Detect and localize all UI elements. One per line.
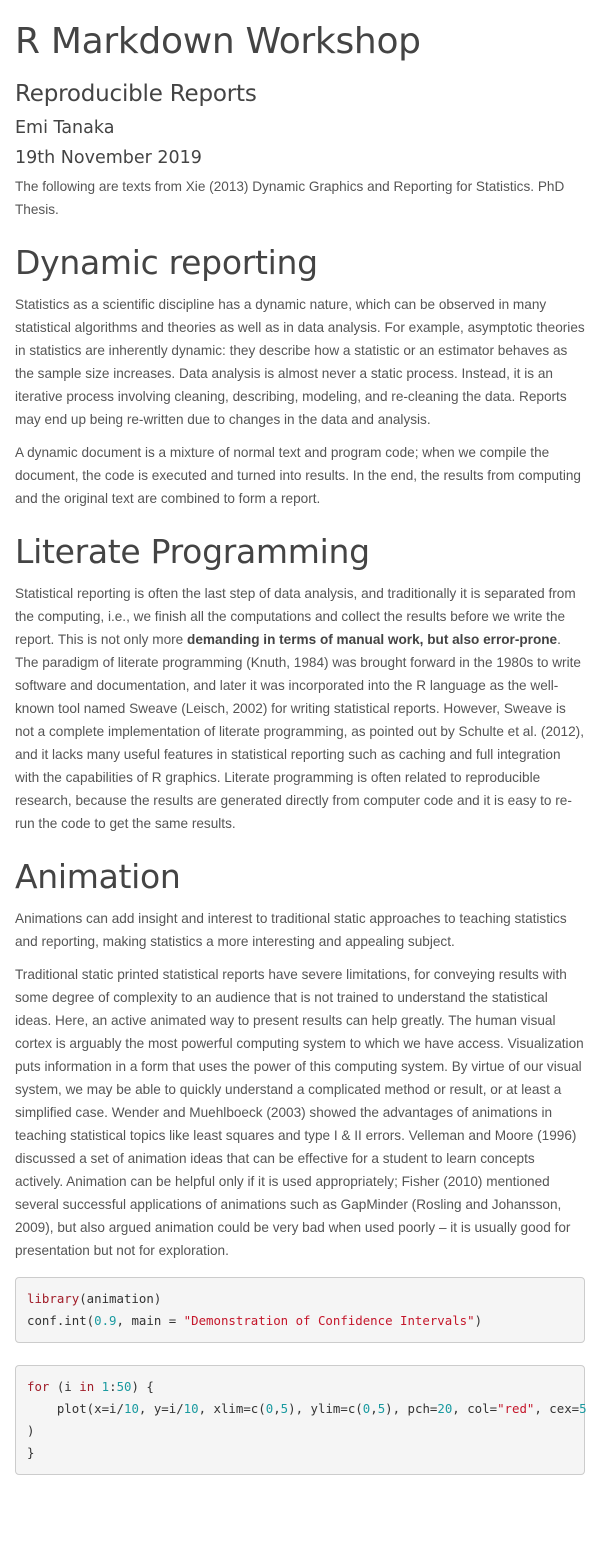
code-token: "red": [497, 1401, 535, 1416]
code-block[interactable]: [15, 1277, 585, 1343]
code-token: 10: [123, 1401, 139, 1416]
author: Emi Tanaka: [15, 118, 115, 138]
bold-text: demanding in terms of manual work, but also error-prone: [187, 632, 558, 647]
code-token: , y=i/: [138, 1401, 184, 1416]
code-token: ,: [370, 1401, 378, 1416]
code-token: , xlim=c(: [198, 1401, 266, 1416]
code-token: (animation): [79, 1291, 162, 1306]
date: 19th November 2019: [15, 148, 202, 168]
code-token: "Demonstration of Confidence Intervals": [183, 1313, 475, 1328]
page-title: R Markdown Workshop: [15, 21, 421, 62]
code-token: ), pch=: [385, 1401, 438, 1416]
code-token: (i: [49, 1379, 80, 1394]
code-token: 5: [579, 1401, 587, 1416]
paragraph: Animations can add insight and interest to traditional static approaches to teaching statistics and reporting, making statistics a more interesting and appealing subject.: [15, 911, 567, 949]
paragraph: A dynamic document is a mixture of normal text and program code; when we compile the document, the code is executed and turned into results. In the end, the results from computing and the original text are combined to form a report.: [15, 445, 581, 506]
code-token: [94, 1379, 101, 1394]
code-token: }: [27, 1445, 35, 1460]
code-token: 5: [377, 1401, 386, 1416]
code-token: plot(x=i/: [27, 1401, 124, 1416]
section-heading-literate-programming: Literate Programming: [15, 532, 370, 571]
code-token: ): [27, 1423, 35, 1438]
code-token: 0.9: [94, 1313, 117, 1328]
code-token: conf.int(: [27, 1313, 95, 1328]
code-token: , cex=: [534, 1401, 580, 1416]
code-token: 0: [265, 1401, 274, 1416]
page-subtitle: Reproducible Reports: [15, 81, 257, 107]
code-token: 10: [183, 1401, 199, 1416]
code-block[interactable]: [15, 1365, 585, 1475]
text-span: Statistical reporting is often the last step of data analysis, and traditionally it is separated from the computing, i.e., we finish all the computations and collect the results before we write the report. This is not only more: [15, 586, 576, 647]
code-token: 50: [116, 1379, 132, 1394]
code-token: ), ylim=c(: [288, 1401, 363, 1416]
intro-paragraph: The following are texts from Xie (2013) Dynamic Graphics and Reporting for Statistics. PhD Thesis.: [15, 179, 565, 217]
code-token: 0: [362, 1401, 371, 1416]
code-token: in: [79, 1379, 95, 1394]
section-heading-dynamic-reporting: Dynamic reporting: [15, 243, 318, 282]
code-token: , col=: [452, 1401, 498, 1416]
code-token: for: [27, 1379, 50, 1394]
document: [0, 20, 600, 1475]
code-token: 5: [280, 1401, 289, 1416]
code-token: ): [474, 1313, 483, 1328]
code-token: library: [27, 1291, 80, 1306]
paragraph: [15, 582, 585, 835]
section-heading-animation: Animation: [15, 857, 181, 896]
text-span: . The paradigm of literate programming (Knuth, 1984) was brought forward in the 1980s to write software and documentation, and later it was incorporated into the R language as the well-known tool named Sweave (Leisch, 2002) for writing statistical reports. However, Sweave is not a complete implementation of literate programming, as pointed out by Schulte et al. (2012), and it lacks many useful features in statistical reporting such as caching and full integration with the capabilities of R graphics. Literate programming is often related to reproducible research, because the results are generated directly from computer code and it is easy to re-run the code to get the same results.: [15, 632, 584, 831]
paragraph: Traditional static printed statistical reports have severe limitations, for conveying results with some degree of complexity to an audience that is not trained to understand the statistical ideas. Here, an active animated way to present results can help greatly. The human visual cortex is arguably the most powerful computing system to which we have access. Visualization puts information in a form that uses the power of this computing system. By virtue of our visual system, we may be able to quickly understand a complicated method or result, or at least a simplified case. Wender and Muehlboeck (2003) showed the advantages of animations in teaching statistical topics like least squares and type I & II errors. Velleman and Moore (1996) discussed a set of animation ideas that can be effective for a student to learn concepts actively. Animation can be helpful only if it is used appropriately; Fisher (2010) mentioned several successful applications of animations such as GapMinder (Rosling and Johansson, 2009), but also argued animation could be very bad when used poorly – it is usually good for presentation but not for exploration.: [15, 967, 584, 1258]
code-token: , main =: [116, 1313, 184, 1328]
code-token: ,: [273, 1401, 281, 1416]
code-token: ) {: [131, 1379, 154, 1394]
code-token: 1: [101, 1379, 110, 1394]
paragraph: Statistics as a scientific discipline has a dynamic nature, which can be observed in many statistical algorithms and theories as well as in data analysis. For example, asymptotic theories in statistics are inherently dynamic: they describe how a statistic or an estimator behaves as the sample size increases. Data analysis is almost never a static process. Instead, it is an iterative process involving cleaning, describing, modeling, and re-cleaning the data. Reports may end up being re-written due to changes in the data and analysis.: [15, 297, 585, 427]
code-token: 20: [437, 1401, 453, 1416]
code-token: :: [109, 1379, 117, 1394]
